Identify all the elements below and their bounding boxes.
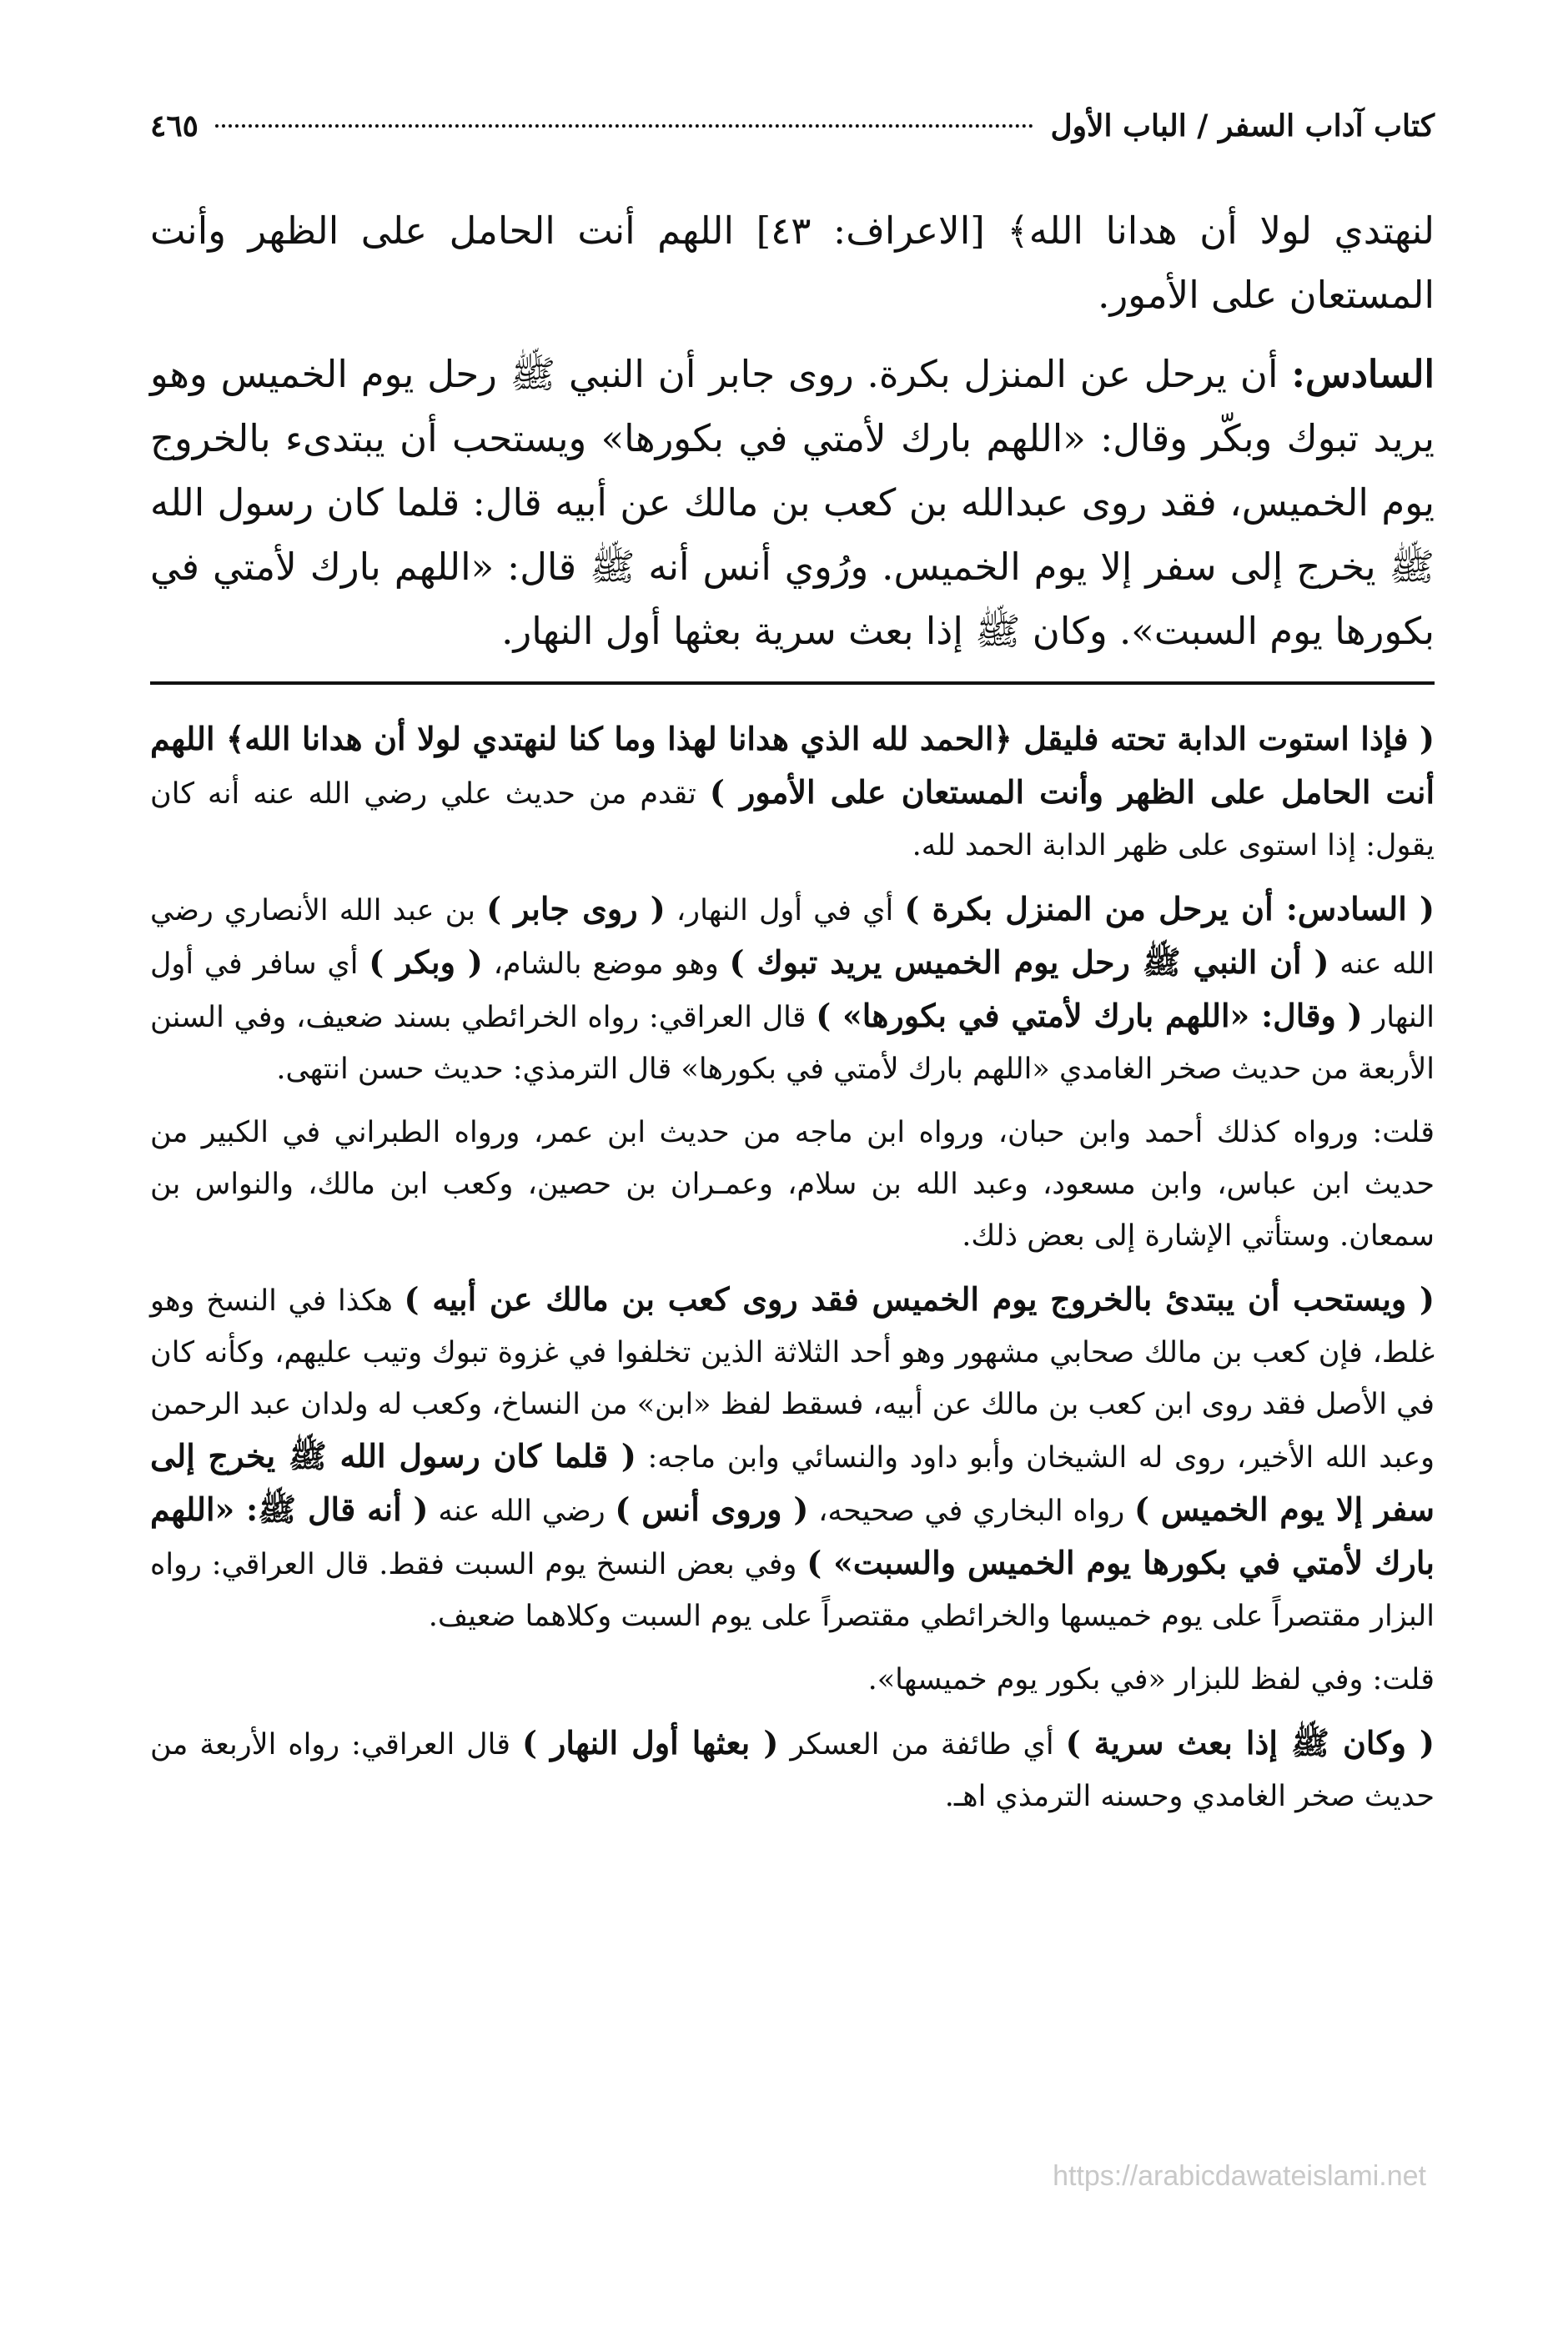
- quoted-text: ( ويستحب أن يبتدئ بالخروج يوم الخميس فقد روى كعب بن مالك عن أبيه ): [404, 1280, 1435, 1318]
- running-header: [150, 108, 1435, 158]
- book-page: [150, 108, 1435, 1834]
- section-lead: السادس:: [1291, 352, 1435, 396]
- chapter-title: كتاب آداب السفر / الباب الأول: [1050, 108, 1435, 143]
- commentary-text: قلت: ورواه كذلك أحمد وابن حبان، ورواه ابن ماجه من حديث ابن عمر، ورواه الطبراني في الكبير من حديث ابن عباس، وابن مسعود، وعبد الله بن سلام، وعمـران بن حصين، وكعب ابن مالك، والنواس بن سمعان. وستأتي الإشارة إلى بعض ذلك.: [150, 1116, 1435, 1253]
- commentary-paragraph: [150, 713, 1435, 872]
- quoted-text: ( وكان ﷺ إذا بعث سرية ): [1065, 1724, 1435, 1762]
- divider-rule: [150, 681, 1435, 685]
- quoted-text: ( أن النبي ﷺ رحل يوم الخميس يريد تبوك ): [729, 943, 1329, 981]
- commentary-text: قال العراقي: رواه الخرائطي بسند ضعيف، وفي السنن الأربعة من حديث صخر الغامدي «اللهم بارك لأمتي في بكورها» قال الترمذي: حديث حسن انتهى.: [150, 1001, 1435, 1086]
- commentary-text: بن عبد الله الأنصاري رضي الله عنه: [150, 894, 1435, 981]
- watermark-url: https://arabicdawateislami.net: [1053, 2160, 1426, 2192]
- commentary-text: قال العراقي: رواه الأربعة من حديث صخر الغامدي وحسنه الترمذي اهـ.: [150, 1728, 1435, 1813]
- quoted-text: ( وبكر ): [369, 943, 483, 981]
- commentary-paragraph: [150, 1107, 1435, 1262]
- quoted-text: ( وقال: «اللهم بارك لأمتي في بكورها» ): [816, 997, 1363, 1034]
- quoted-text: ( روى جابر ): [486, 890, 666, 927]
- commentary-text: أي في أول النهار،: [665, 894, 905, 927]
- quoted-text: ( فإذا استوت الدابة تحته فليقل ﴿الحمد لله الذي هدانا لهذا وما كنا لنهتدي لولا أن هدانا الله﴾ اللهم أنت الحامل على الظهر وأنت المستعان على الأمور ): [150, 720, 1435, 811]
- commentary-text: أي سافر في أول النهار: [150, 947, 1435, 1034]
- commentary-paragraph: [150, 1717, 1435, 1822]
- quoted-text: ( قلما كان رسول الله ﷺ يخرج إلى سفر إلا يوم الخميس ): [150, 1437, 1435, 1528]
- quoted-text: ( أنه قال ﷺ: «اللهم بارك لأمتي في بكورها يوم الخميس والسبت» ): [150, 1490, 1435, 1581]
- quoted-text: ( السادس: أن يرحل من المنزل بكرة ): [904, 890, 1435, 927]
- quoted-text: ( بعثها أول النهار ): [521, 1724, 779, 1762]
- commentary-text: قلت: وفي لفظ للبزار «في بكور يوم خميسها».: [867, 1663, 1435, 1696]
- main-paragraph: [150, 342, 1435, 663]
- commentary-text: وهو موضع بالشام،: [482, 947, 730, 981]
- commentary-text: رواه البخاري في صحيحه،: [808, 1495, 1134, 1528]
- leader-dots: [215, 124, 1033, 128]
- page-number: ٤٦٥: [150, 108, 199, 143]
- commentary: [150, 713, 1435, 1822]
- commentary-text: هكذا في النسخ وهو غلط، فإن كعب بن مالك صحابي مشهور وهو أحد الثلاثة الذين تخلفوا في غزوة تبوك وتيب عليهم، وكأنه كان في الأصل فقد روى ابن كعب بن مالك عن أبيه، فسقط لفظ «ابن» من النساخ، وكعب له ولدان عبد الرحمن وعبد الله الأخير، روى له الشيخان وأبو داود والنسائي وابن ماجه:: [150, 1284, 1435, 1475]
- main-text-span: أن يرحل عن المنزل بكرة. روى جابر أن النبي ﷺ رحل يوم الخميس وهو يريد تبوك وبكّر وقال: «اللهم بارك لأمتي في بكورها» ويستحب أن يبتدىء بالخروج يوم الخميس، فقد روى عبدالله بن كعب بن مالك عن أبيه قال: قلما كان رسول الله ﷺ يخرج إلى سفر إلا يوم الخميس. ورُوي أنس أنه ﷺ قال: «اللهم بارك لأمتي في بكورها يوم السبت». وكان ﷺ إذا بعث سرية بعثها أول النهار.: [150, 352, 1435, 653]
- quoted-text: ( وروى أنس ): [615, 1490, 809, 1528]
- commentary-text: رضي الله عنه: [428, 1495, 616, 1528]
- commentary-text: تقدم من حديث علي رضي الله عنه أنه كان يقول: إذا استوى على ظهر الدابة الحمد لله.: [150, 777, 1435, 862]
- commentary-paragraph: [150, 883, 1435, 1095]
- commentary-paragraph: [150, 1274, 1435, 1642]
- commentary-paragraph: [150, 1654, 1435, 1706]
- commentary-text: أي طائفة من العسكر: [778, 1728, 1066, 1762]
- main-paragraph: [150, 199, 1435, 327]
- commentary-text: وفي بعض النسخ يوم السبت فقط. قال العراقي: رواه البزار مقتصراً على يوم خميسها والخرائطي مقتصراً على يوم السبت وكلاهما ضعيف.: [150, 1548, 1435, 1633]
- main-text-span: لنهتدي لولا أن هدانا الله﴾ [الاعراف: ٤٣] اللهم أنت الحامل على الظهر وأنت المستعان على الأمور.: [150, 209, 1435, 317]
- main-text: [150, 199, 1435, 663]
